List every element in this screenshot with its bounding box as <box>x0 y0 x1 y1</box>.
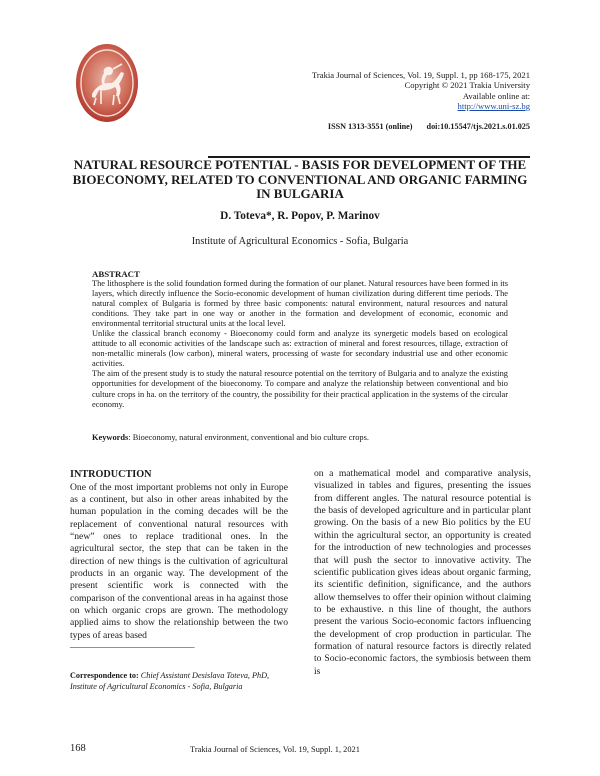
abstract-paragraph: The lithosphere is the solid foundation formed during the formation of our planet. Natural resources have been formed in its layers, which directly influence the Socio-economic development of human civilization during different time periods. The natural complex of Bulgaria is formed by three basic components: natural environment, natural resources and natural conditions. They take part in one way or another in the formation and development of economic, economic and environmental territorial structural units at the local level. <box>92 279 508 329</box>
body-paragraph: One of the most important problems not only in Europe as a continent, but also in other areas inhabited by the human population in the coming decades will be the replacement of conventional natural resources with “new” ones to replace traditional ones. In the agricultural sector, the step that can be taken in the direction of new things is the cultivation of agricultural products in an organic way. The development of the present scientific work is connected with the comparison of the conventional areas in ha against those on which organic crops are grown. The methodology applied aims to show the relationship between the two types of areas based <box>70 481 288 641</box>
journal-available-online: Available online at: <box>462 90 530 101</box>
body-paragraph: on a mathematical model and comparative analysis, visualized in tables and figures, presenting the issues from different angles. The natural resource potential is the basis of developed agriculture and in particular plant growing. On the basis of a new Bio politics by the EU within the agricultural sector, an opportunity is created for the introduction of new technologies and processes that will push the sector to innovative activity. The scientific publication gives ideas about organic farming, its scientific definition, significance, and the authors allow themselves to offer their opinion without claiming to be exhaustive. n this line of thought, the authors present the various Socio-economic factors influencing the development of crop production in particular. The formation of natural resource factors is directly related to Socio-economic factors, the symbiosis between them is <box>314 468 531 677</box>
journal-citation: Trakia Journal of Sciences, Vol. 19, Suppl. 1, pp 168-175, 2021 <box>311 70 530 80</box>
footnote-label: Correspondence to: <box>70 671 139 680</box>
doi: doi:10.15547/tjs.2021.s.01.025 <box>426 122 530 131</box>
journal-info <box>250 70 530 112</box>
journal-website-link[interactable]: http://www.uni-sz.bg <box>457 101 530 112</box>
paper-title: NATURAL RESOURCE POTENTIAL - BASIS FOR DEVELOPMENT OF THE BIOECONOMY, RELATED TO CONVENTIONAL AND ORGANIC FARMING IN BULGARIA <box>72 157 528 202</box>
running-footer: Trakia Journal of Sciences, Vol. 19, Suppl. 1, 2021 <box>190 745 360 754</box>
issn: ISSN 1313-3551 (online) <box>327 122 413 131</box>
footnote-text: Chief Assistant Desislava Toteva, PhD, Institute of Agricultural Economics - Sofia, Bulgaria <box>70 671 270 692</box>
footnote-separator: _______________________________ <box>70 639 194 649</box>
journal-copyright: Copyright © 2021 Trakia University <box>404 80 530 91</box>
authors: D. Toteva*, R. Popov, P. Marinov <box>220 210 380 222</box>
body-column-right <box>314 468 531 678</box>
correspondence-footnote <box>70 670 286 692</box>
affiliation: Institute of Agricultural Economics - Sofia, Bulgaria <box>191 236 409 247</box>
abstract-heading: ABSTRACT <box>92 269 140 279</box>
issn-doi-line <box>328 122 530 131</box>
keywords-label: Keywords <box>92 433 129 442</box>
page-number: 168 <box>70 743 86 754</box>
keywords-text: : Bioeconomy, natural environment, conventional and bio culture crops. <box>128 433 369 442</box>
trakia-university-seal-icon <box>74 42 140 124</box>
body-column-left <box>70 469 288 642</box>
abstract <box>92 269 508 410</box>
section-heading-introduction: INTRODUCTION <box>70 469 152 480</box>
abstract-paragraph: Unlike the classical branch economy - Bioeconomy could form and analyze its synergetic models based on ecological attitude to all economic activities of the landscape such as: extraction of mineral and forest resources, tillage, extraction of non-metallic minerals (low carbon), mineral waters, processing of waste for secondary industrial use and other economic activities. <box>92 329 508 369</box>
abstract-paragraph: The aim of the present study is to study the natural resource potential on the territory of Bulgaria and to analyze the existing opportunities for development of the bioeconomy. To compare and analyze the relationship between conventional and bio culture crops in ha. on the territory of the country, the possibility for their practical application in the systems of the circular economy. <box>92 369 508 409</box>
keywords <box>92 433 508 442</box>
